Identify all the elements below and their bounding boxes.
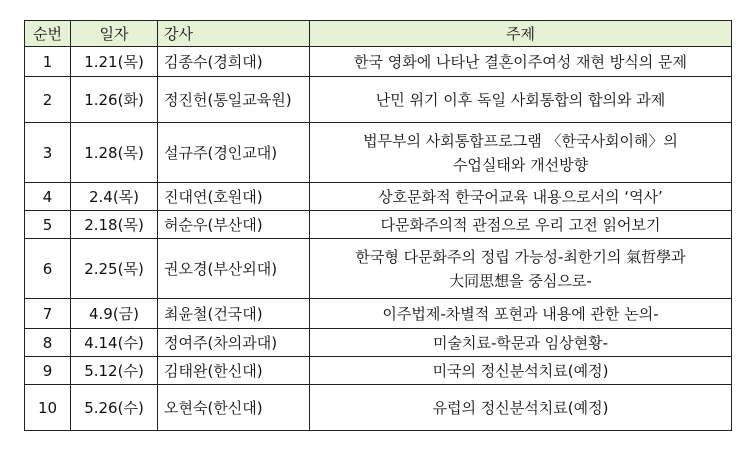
row-lecturer: 정여주(차의과대) — [158, 329, 310, 357]
row-topic — [310, 211, 732, 239]
topic-line: 미국의 정신분석치료(예정) — [432, 361, 609, 380]
topic-line: 다문화주의적 관점으로 우리 고전 읽어보기 — [380, 215, 661, 234]
table-row — [25, 211, 732, 239]
topic-line: 유럽의 정신분석치료(예정) — [432, 398, 609, 417]
topic-line: 이주법제-차별적 포현과 내용에 관한 논의- — [382, 304, 659, 323]
row-lecturer: 오현숙(한신대) — [158, 385, 310, 431]
topic-line: 한국 영화에 나타난 결혼이주여성 재현 방식의 문제 — [354, 52, 687, 71]
table-row — [25, 357, 732, 385]
row-no: 3 — [25, 123, 71, 183]
topic-line: 미술치료-학문과 임상현황- — [433, 333, 608, 352]
row-lecturer: 김태완(한신대) — [158, 357, 310, 385]
table-header — [25, 21, 732, 47]
row-topic — [310, 329, 732, 357]
row-topic — [310, 47, 732, 77]
row-lecturer: 진대연(호원대) — [158, 183, 310, 211]
row-lecturer: 권오경(부산외대) — [158, 239, 310, 299]
row-no: 1 — [25, 47, 71, 77]
row-topic — [310, 123, 732, 183]
row-no: 10 — [25, 385, 71, 431]
row-date: 4.9(금) — [71, 299, 158, 329]
table-row — [25, 385, 732, 431]
table-row — [25, 183, 732, 211]
header-row — [25, 21, 732, 47]
table-row — [25, 299, 732, 329]
topic-line: 난민 위기 이후 독일 사회통합의 합의와 과제 — [375, 90, 666, 109]
topic-line: 大同思想을 중심으로- — [449, 271, 592, 290]
row-no: 9 — [25, 357, 71, 385]
header-no: 순번 — [25, 21, 71, 47]
row-lecturer: 김종수(경희대) — [158, 47, 310, 77]
row-date: 1.26(화) — [71, 77, 158, 123]
table-row — [25, 47, 732, 77]
topic-line: 수업실태와 개선방향 — [452, 155, 589, 174]
row-topic — [310, 385, 732, 431]
row-lecturer: 정진헌(통일교육원) — [158, 77, 310, 123]
row-lecturer: 설규주(경인교대) — [158, 123, 310, 183]
table-row — [25, 123, 732, 183]
row-date: 2.25(목) — [71, 239, 158, 299]
header-date: 일자 — [71, 21, 158, 47]
topic-line: 한국형 다문화주의 정립 가능성-최한기의 氣哲學과 — [355, 247, 686, 266]
lecture-schedule-table — [24, 20, 732, 431]
table-row — [25, 329, 732, 357]
row-date: 5.12(수) — [71, 357, 158, 385]
table-row — [25, 77, 732, 123]
row-date: 1.28(목) — [71, 123, 158, 183]
row-no: 4 — [25, 183, 71, 211]
topic-line: 상호문화적 한국어교육 내용으로서의 ‘역사’ — [378, 187, 663, 206]
row-lecturer: 최윤철(건국대) — [158, 299, 310, 329]
row-topic — [310, 183, 732, 211]
row-date: 1.21(목) — [71, 47, 158, 77]
row-topic — [310, 77, 732, 123]
row-no: 8 — [25, 329, 71, 357]
row-date: 2.4(목) — [71, 183, 158, 211]
row-topic — [310, 299, 732, 329]
row-no: 5 — [25, 211, 71, 239]
row-no: 7 — [25, 299, 71, 329]
table-body — [25, 47, 732, 431]
table-row — [25, 239, 732, 299]
row-date: 2.18(목) — [71, 211, 158, 239]
row-date: 4.14(수) — [71, 329, 158, 357]
row-topic — [310, 357, 732, 385]
topic-line: 법무부의 사회통합프로그램 〈한국사회이해〉의 — [363, 131, 678, 150]
row-no: 6 — [25, 239, 71, 299]
header-topic: 주제 — [310, 21, 732, 47]
row-lecturer: 허순우(부산대) — [158, 211, 310, 239]
row-topic — [310, 239, 732, 299]
row-date: 5.26(수) — [71, 385, 158, 431]
header-lecturer: 강사 — [158, 21, 310, 47]
row-no: 2 — [25, 77, 71, 123]
